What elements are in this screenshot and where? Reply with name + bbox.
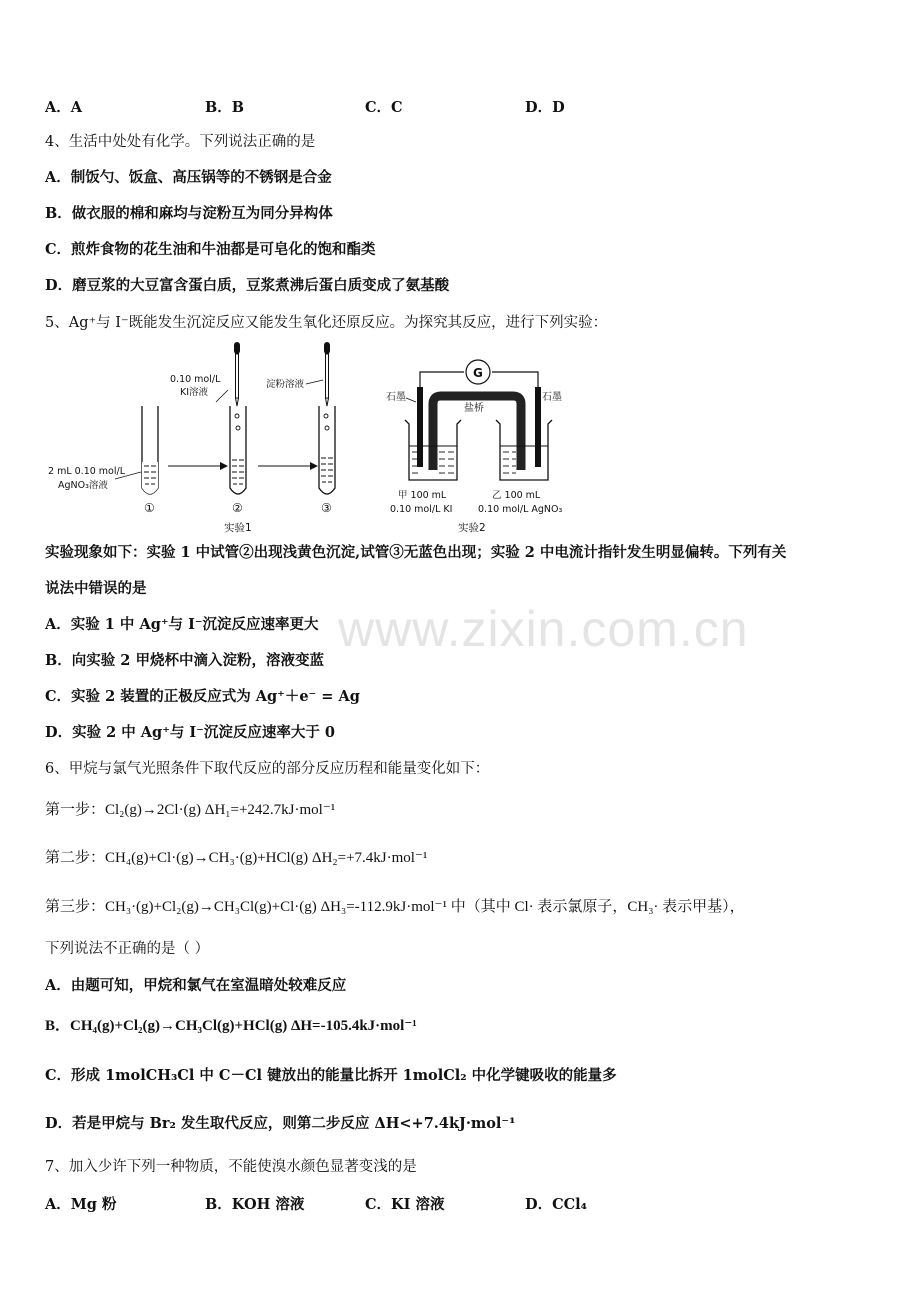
q3-option-a: A．A — [45, 99, 83, 116]
q4-option-c: C．煎炸食物的花生油和牛油都是可皂化的饱和酯类 — [45, 241, 376, 258]
q6-option-c: C．形成 1molCH₃Cl 中 C－Cl 键放出的能量比拆开 1molCl₂ 中化学键吸收的能量多 — [45, 1067, 617, 1084]
q7-option-a: A．Mg 粉 — [45, 1196, 117, 1213]
q5-option-c: C．实验 2 装置的正极反应式为 Ag⁺＋e⁻ = Ag — [45, 688, 360, 705]
q3-option-d: D．D — [525, 99, 565, 116]
dropper2-label: 淀粉溶液 — [266, 379, 305, 390]
q6-option-a: A．由题可知，甲烷和氯气在室温暗处较难反应 — [45, 977, 347, 994]
beaker-right-label-2: 0.10 mol/L AgNO₃ — [478, 504, 563, 515]
salt-bridge-label: 盐桥 — [464, 403, 484, 414]
q4-stem: 4、生活中处处有化学。下列说法正确的是 — [45, 134, 316, 150]
dropper1-label-2: KI溶液 — [180, 387, 209, 398]
q6-step1: 第一步：Cl₂(g)→2Cl·(g) ΔH₁=+242.7kJ·mol⁻¹ — [45, 802, 336, 818]
watermark: www.zixin.com.cn — [338, 601, 749, 657]
test-tube-3 — [319, 406, 335, 494]
test-tube-1 — [142, 406, 158, 494]
q6-option-b: B．CH₄(g)+Cl₂(g)→CH₃Cl(g)+HCl(g) ΔH=-105.4kJ·mol⁻¹ — [45, 1018, 417, 1034]
dropper1-label-1: 0.10 mol/L — [170, 374, 221, 385]
q6-option-d: D．若是甲烷与 Br₂ 发生取代反应，则第二步反应 ΔH<+7.4kJ·mol⁻¹ — [45, 1115, 516, 1132]
galvanometer — [466, 360, 490, 384]
q7-option-d: D．CCl₄ — [525, 1196, 588, 1213]
q7-options — [45, 1193, 745, 1213]
q7-stem: 7、加入少许下列一种物质，不能使溴水颜色显著变浅的是 — [45, 1159, 417, 1175]
q6-tail: 下列说法不正确的是（ ） — [45, 941, 210, 957]
exp1-caption: 实验1 — [224, 522, 252, 534]
q6-step2: 第二步：CH₄(g)+Cl·(g)→CH₃·(g)+HCl(g) ΔH₂=+7.4kJ·mol⁻¹ — [45, 850, 428, 866]
dropper-1 — [234, 342, 240, 406]
electrode-left-label: 石墨 — [386, 392, 406, 403]
tube3-number: ③ — [321, 501, 332, 515]
beaker-left-label-2: 0.10 mol/L KI — [390, 504, 453, 515]
electrode-right-label: 石墨 — [542, 392, 562, 403]
experiment-figure — [40, 340, 590, 540]
q3-option-b: B．B — [205, 99, 245, 116]
q5-option-a: A．实验 1 中 Ag⁺与 I⁻沉淀反应速率更大 — [45, 616, 319, 633]
q3-options — [45, 96, 745, 116]
tube1-label-1: 2 mL 0.10 mol/L — [48, 466, 126, 477]
beaker-right-label-1: 乙 100 mL — [492, 490, 541, 501]
q5-phenomenon-line1: 实验现象如下：实验 1 中试管②出现浅黄色沉淀,试管③无蓝色出现；实验 2 中电流计指针发生明显偏转。下列有关 — [45, 544, 787, 561]
q7-option-b: B．KOH 溶液 — [205, 1196, 305, 1213]
exp2-caption: 实验2 — [458, 522, 486, 534]
tube1-label-2: AgNO₃溶液 — [58, 480, 108, 491]
q4-option-b: B．做衣服的棉和麻均与淀粉互为同分异构体 — [45, 205, 333, 222]
q6-stem: 6、甲烷与氯气光照条件下取代反应的部分反应历程和能量变化如下： — [45, 761, 490, 777]
q5-option-b: B．向实验 2 甲烧杯中滴入淀粉，溶液变蓝 — [45, 652, 324, 669]
experiment-1 — [48, 342, 335, 534]
q5-option-d: D．实验 2 中 Ag⁺与 I⁻沉淀反应速率大于 0 — [45, 724, 335, 741]
dropper-2 — [324, 342, 330, 406]
q7-option-c: C．KI 溶液 — [365, 1196, 445, 1213]
q4-option-d: D．磨豆浆的大豆富含蛋白质，豆浆煮沸后蛋白质变成了氨基酸 — [45, 277, 450, 294]
test-tube-2 — [230, 406, 246, 494]
q6-step3: 第三步：CH₃·(g)+Cl₂(g)→CH₃Cl(g)+Cl·(g) ΔH₃=-112.9kJ·mol⁻¹ 中（其中 Cl· 表示氯原子，CH₃· 表示甲基）， — [45, 899, 745, 915]
q5-stem: 5、Ag⁺与 I⁻既能发生沉淀反应又能发生氧化还原反应。为探究其反应，进行下列实验： — [45, 315, 608, 331]
experiment-2 — [386, 360, 563, 534]
tube1-number: ① — [144, 501, 155, 515]
tube2-number: ② — [232, 501, 243, 515]
q3-option-c: C．C — [365, 99, 403, 116]
q5-phenomenon-line2: 说法中错误的是 — [45, 580, 147, 597]
galvanometer-label: G — [473, 366, 483, 380]
beaker-left-label-1: 甲 100 mL — [398, 490, 447, 501]
q4-option-a: A．制饭勺、饭盒、高压锅等的不锈钢是合金 — [45, 169, 332, 186]
